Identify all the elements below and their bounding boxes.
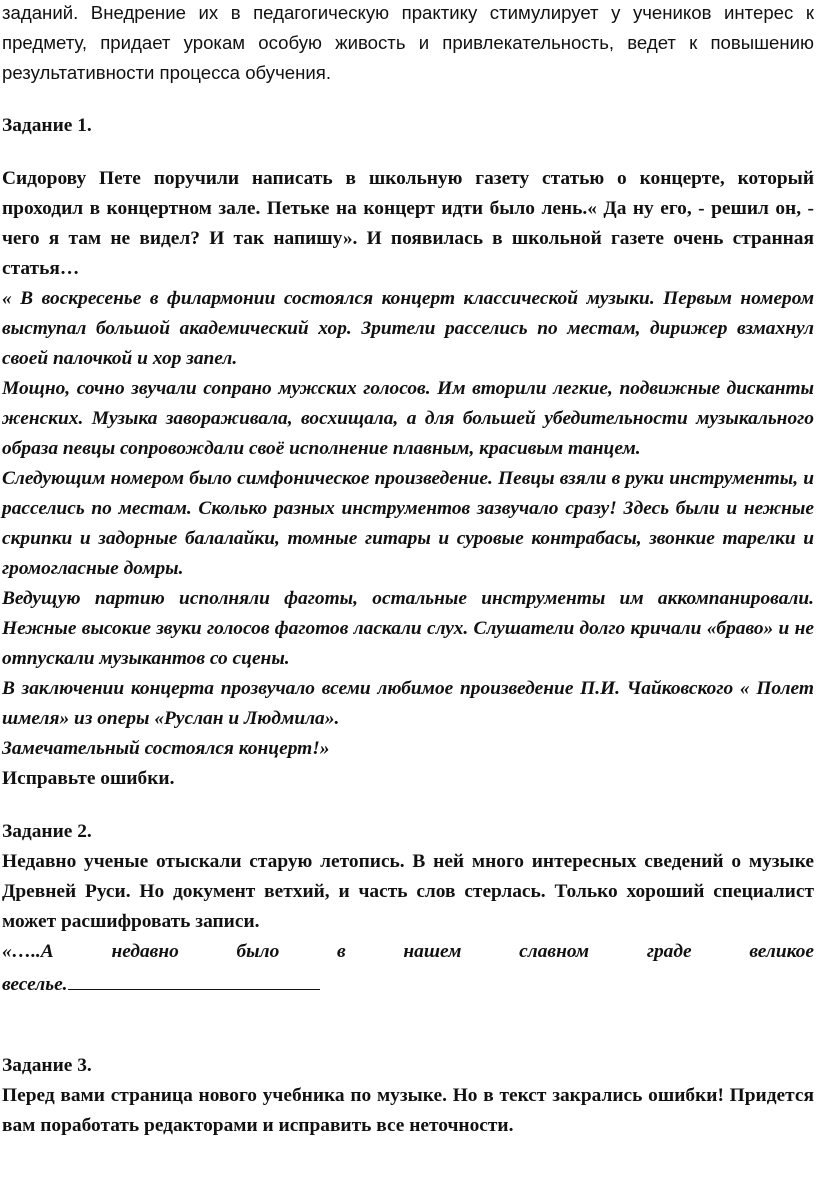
article-paragraph: Ведущую партию исполняли фаготы, остальные инструменты им аккомпанировали. Нежные высокие звуки голосов фаготов ласкали слух. Слушатели долго кричали «браво» и не отпускали музыкантов со сцены. [2, 588, 814, 669]
article-paragraph: Следующим номером было симфоническое произведение. Певцы взяли в руки инструменты, и расселись по местам. Сколько разных инструментов зазвучало сразу! Здесь были и нежные скрипки и задорные балалайки, томные гитары и суровые контрабасы, звонкие тарелки и громогласные домры. [2, 468, 814, 579]
article-paragraph: « В воскресенье в филармонии состоялся концерт классической музыки. Первым номером выступал большой академический хор. Зрители расселись по местам, дирижер взмахнул своей палочкой и хор запел. [2, 288, 814, 369]
spacer [2, 794, 814, 817]
task1-heading: Задание 1. [2, 115, 92, 136]
chronicle-line-2 [2, 967, 814, 1000]
task2-heading: Задание 2. [2, 821, 92, 842]
task1-lead-paragraph: Сидорову Пете поручили написать в школьную газету статью о концерте, который проходил в концертном зале. Петьке на концерт идти было лень.« Да ну его, - решил он, - чего я там не видел? И так напишу». И появилась в школьной газете очень странная статья… [2, 168, 814, 279]
task2-paragraph: Недавно ученые отыскали старую летопись. В ней много интересных сведений о музыке Древней Руси. Но документ ветхий, и часть слов стерлась. Только хороший специалист может расшифровать записи. [2, 851, 814, 932]
article-paragraph: Замечательный состоялся концерт!» [2, 738, 330, 759]
intro-paragraph: заданий. Внедрение их в педагогическую практику стимулирует у учеников интерес к предмету, придает урокам особую живость и привлекательность, ведет к повышению результативности процесса обучения. [2, 2, 814, 83]
article-paragraph: Мощно, сочно звучали сопрано мужских голосов. Им вторили легкие, подвижные дисканты женских. Музыка завораживала, восхищала, а для большей убедительности музыкального образа певцы сопровождали своё исполнение плавным, красивым танцем. [2, 378, 814, 459]
spacer [2, 1000, 814, 1051]
task3-heading: Задание 3. [2, 1055, 92, 1076]
task3-paragraph: Перед вами страница нового учебника по музыке. Но в текст закрались ошибки! Придется вам поработать редакторами и исправить все неточности. [2, 1085, 814, 1136]
spacer [2, 141, 814, 164]
fill-in-blank [68, 967, 320, 990]
spacer [2, 88, 814, 111]
task1-instruction: Исправьте ошибки. [2, 768, 175, 789]
chronicle-line-1: «…..А недавно было в нашем славном граде великое [2, 941, 814, 962]
chronicle-text: веселье. [2, 974, 68, 995]
article-paragraph: В заключении концерта прозвучало всеми любимое произведение П.И. Чайковского « Полет шмеля» из оперы «Руслан и Людмила». [2, 678, 814, 729]
